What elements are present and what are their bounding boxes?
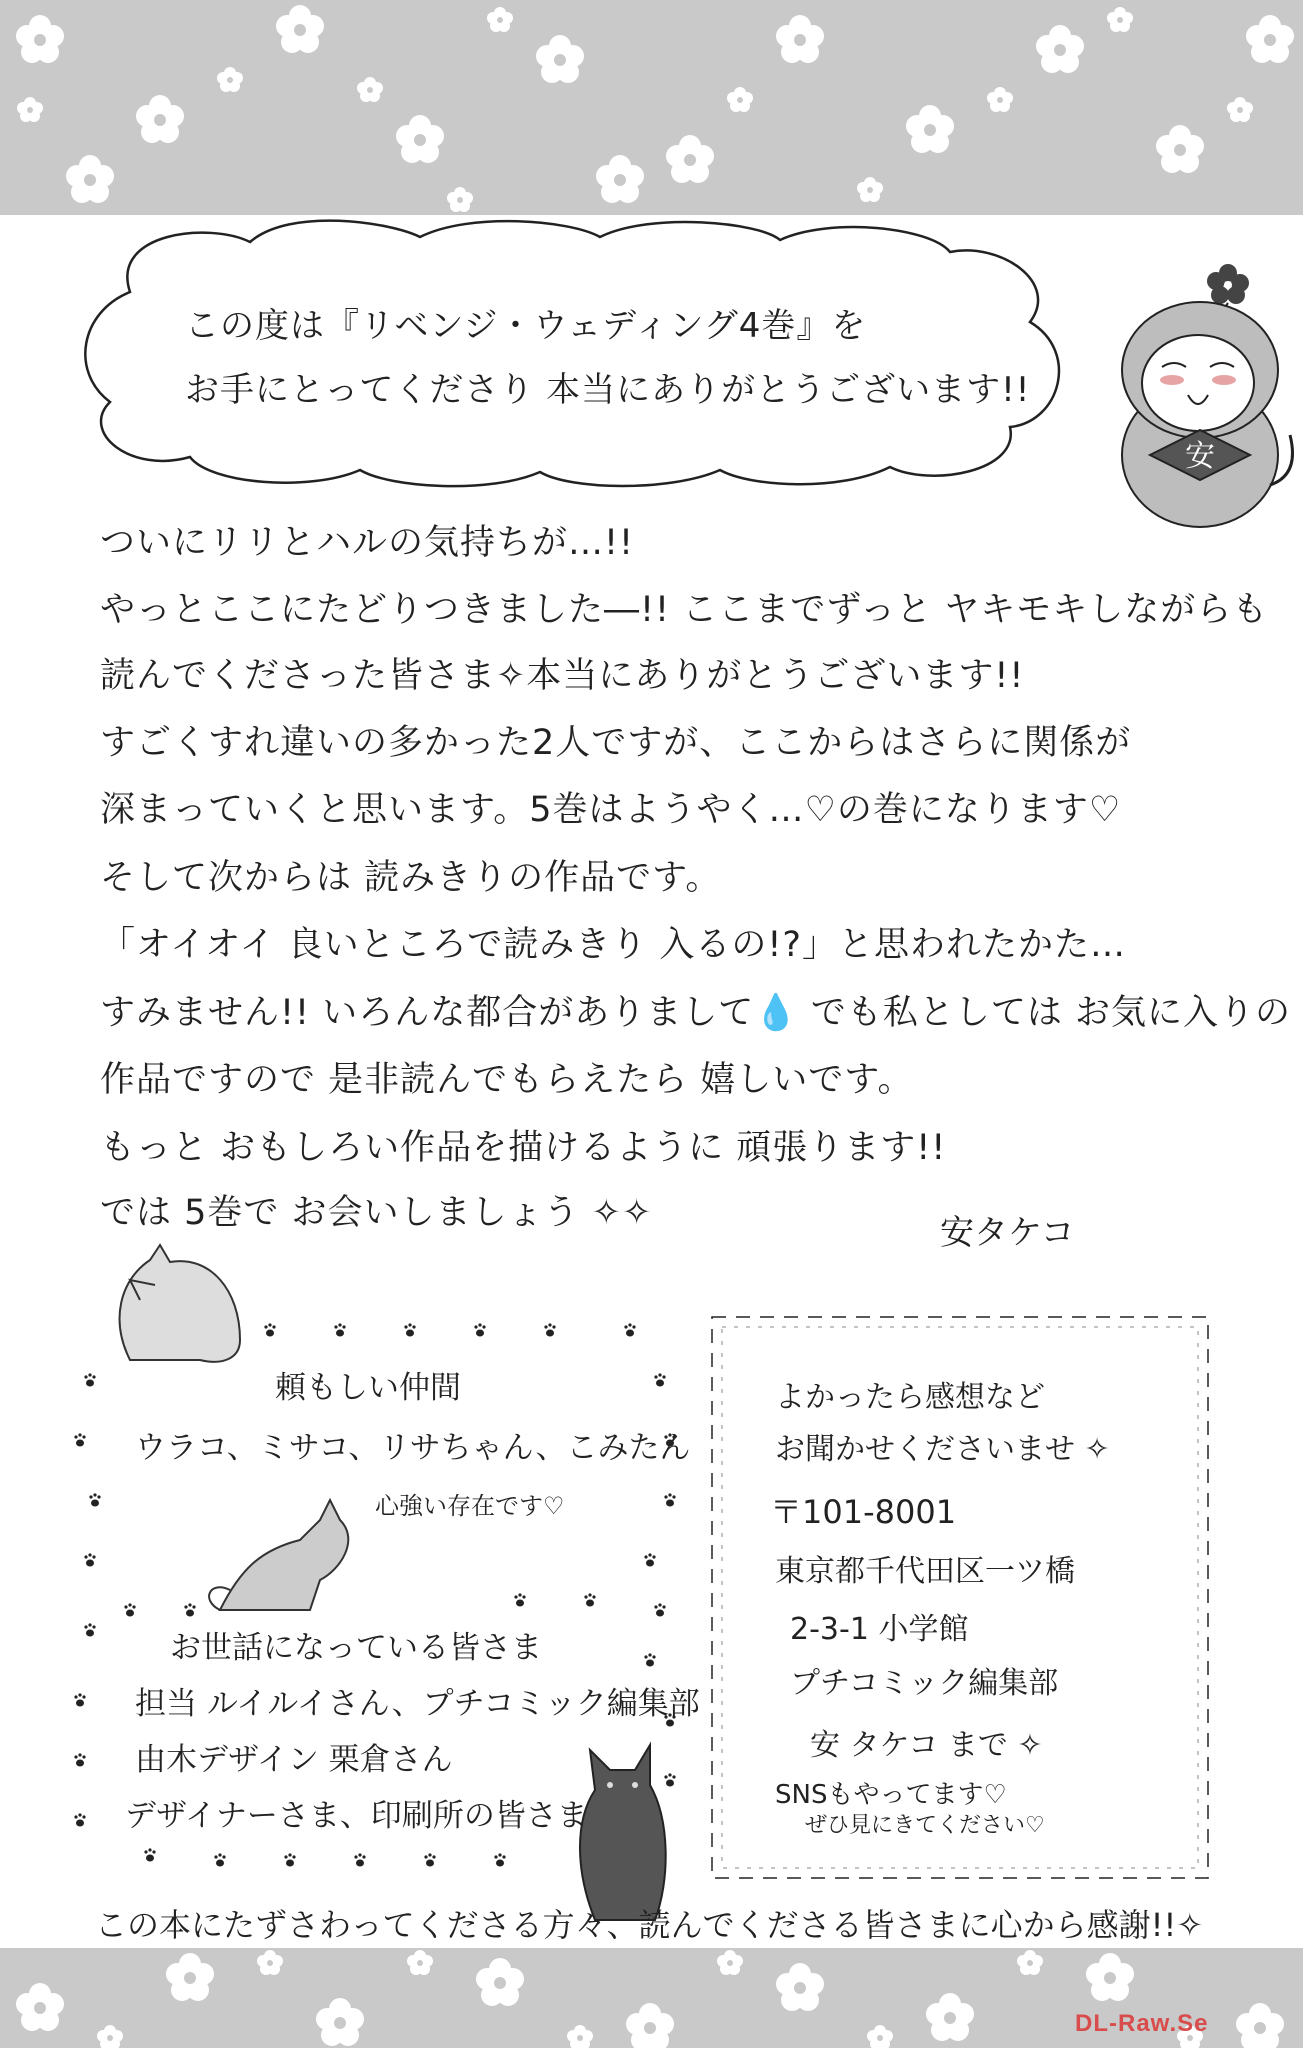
thanks-staff-3: デザイナーさま、印刷所の皆さま [125, 1798, 588, 1834]
message-line-2: やっとここにたどりつきました―!! ここまでずっと ヤキモキしながらも [100, 590, 1269, 630]
address-intro-2: お聞かせくださいませ ✧ [775, 1432, 1110, 1467]
address-postal: 〒101-8001 [770, 1493, 957, 1531]
greeting-line-2: お手にとってくださり 本当にありがとうございます!! [185, 370, 1031, 410]
cat-icon [200, 1480, 360, 1620]
sns-line-1: SNSもやってます♡ [775, 1780, 1007, 1810]
message-line-4: すごくすれ違いの多かった2人ですが、ここからはさらに関係が [100, 723, 1132, 763]
flower-pattern [0, 0, 1303, 215]
address-line-3: プチコミック編集部 [790, 1666, 1059, 1701]
sns-line-2: ぜひ見にきてください♡ [805, 1813, 1045, 1838]
cat-icon [100, 1240, 250, 1370]
flower-icon [16, 5, 1294, 212]
address-to: 安 タケコ まで ✧ [810, 1728, 1043, 1763]
message-line-5: 深まっていくと思います。5巻はようやく…♡の巻になります♡ [100, 790, 1122, 830]
message-line-6: そして次からは 読みきりの作品です。 [100, 858, 722, 898]
closing-thanks: この本にたずさわってくださる方々、読んでくださる皆さまに心から感謝!!✧ [95, 1906, 1204, 1944]
top-flower-band [0, 0, 1303, 215]
message-line-3: 読んでくださった皆さま✧本当にありがとうございます!! [100, 656, 1025, 696]
thanks-friends: ウラコ、ミサコ、リサちゃん、こみたん [135, 1430, 691, 1466]
message-line-11: では 5巻で お会いしましょう ✧✧ [100, 1193, 653, 1233]
thanks-staff-1: 担当 ルイルイさん、プチコミック編集部 [135, 1686, 700, 1722]
thanks-heading: 頼もしい仲間 [275, 1370, 461, 1406]
watermark: DL-Raw.Se [1075, 2010, 1209, 2037]
thanks-friends-note: 心強い存在です♡ [375, 1492, 565, 1520]
message-line-10: もっと おもしろい作品を描けるように 頑張ります!! [100, 1128, 947, 1168]
signature: 安タケコ [940, 1213, 1075, 1253]
message-line-7: 「オイオイ 良いところで読みきり 入るの!?」と思われたかた… [100, 925, 1126, 965]
greeting-line-1: この度は『リベンジ・ウェディング4巻』を [185, 306, 867, 346]
address-line-1: 東京都千代田区一ツ橋 [775, 1554, 1075, 1589]
message-line-8: すみません!! いろんな都合がありまして💧 でも私としては お気に入りの [100, 993, 1292, 1033]
mascot-badge: 安 [1185, 439, 1215, 474]
thanks-heading-2: お世話になっている皆さま [170, 1630, 542, 1666]
address-intro-1: よかったら感想など [775, 1380, 1045, 1415]
address-line-2: 2-3-1 小学館 [790, 1612, 969, 1647]
thanks-staff-2: 由木デザイン 栗倉さん [135, 1742, 453, 1778]
monkey-mascot-icon [1100, 255, 1300, 535]
message-line-9: 作品ですので 是非読んでもらえたら 嬉しいです。 [100, 1060, 914, 1100]
speech-cloud [70, 212, 1130, 497]
message-line-1: ついにリリとハルの気持ちが…!! [100, 523, 635, 563]
